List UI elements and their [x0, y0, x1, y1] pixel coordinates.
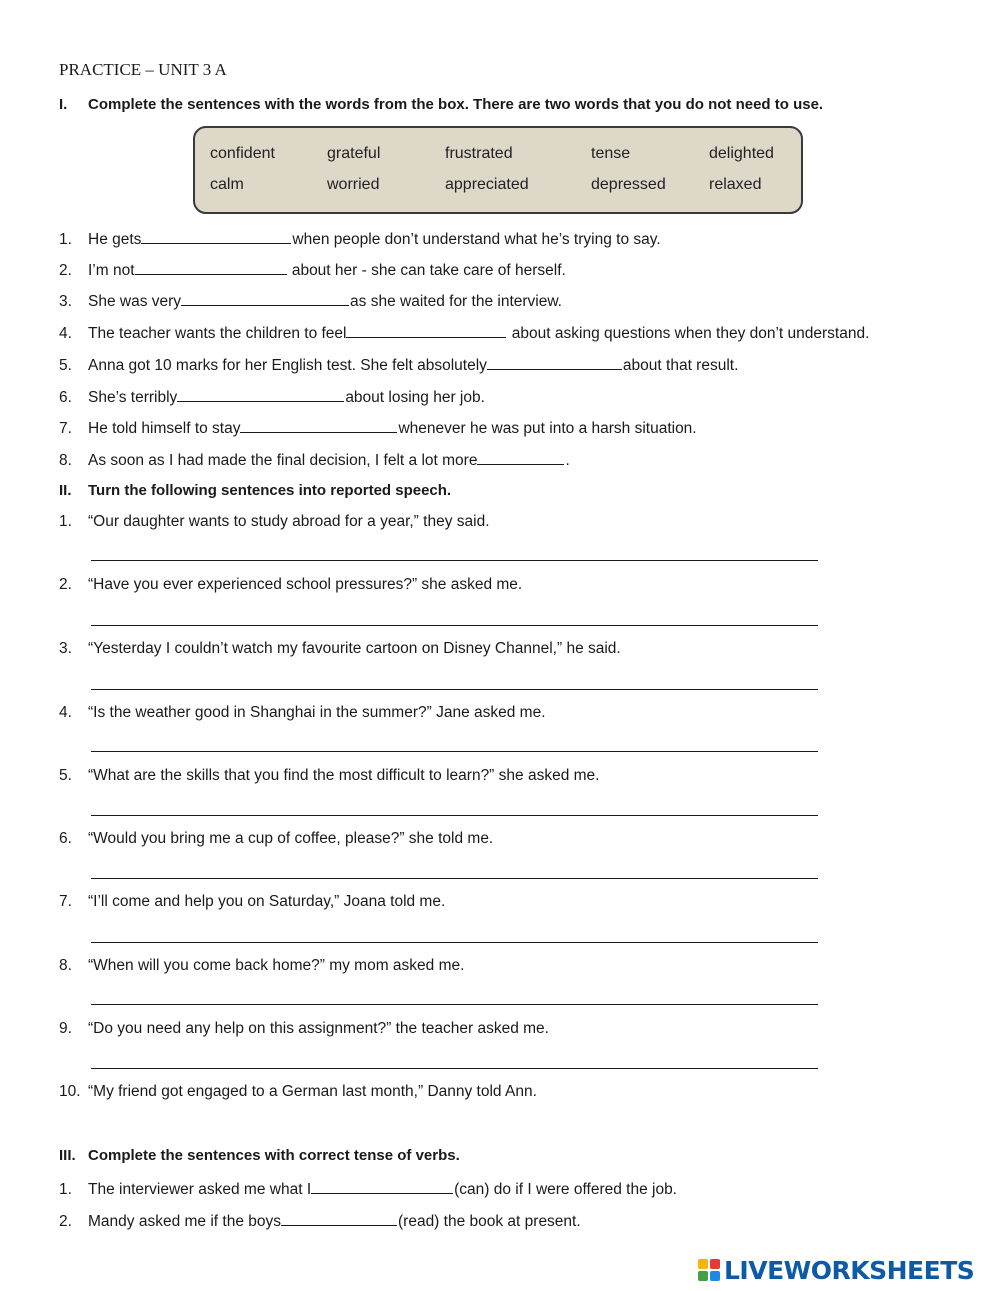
answer-blank[interactable]: [141, 229, 291, 244]
question-text: when people don’t understand what he’s trying to say.: [292, 231, 661, 248]
section-3-roman: III.: [59, 1147, 76, 1164]
s1-question-8: [59, 450, 570, 470]
question-text: “I’ll come and help you on Saturday,” Joana told me.: [88, 893, 446, 910]
logo-block: [698, 1259, 708, 1269]
s1-question-2: [59, 260, 566, 280]
answer-blank[interactable]: [487, 355, 622, 370]
word-box-item: depressed: [591, 176, 666, 193]
word-box-item: frustrated: [445, 145, 513, 162]
answer-line[interactable]: [91, 689, 818, 690]
answer-line[interactable]: [91, 625, 818, 626]
s1-question-7: [59, 418, 697, 438]
question-number: 8.: [59, 957, 72, 974]
word-box-item: delighted: [709, 145, 774, 162]
question-text: “My friend got engaged to a German last month,” Danny told Ann.: [88, 1083, 537, 1100]
question-text: “Yesterday I couldn’t watch my favourite cartoon on Disney Channel,” he said.: [88, 640, 621, 657]
question-number: 2.: [59, 1213, 72, 1230]
question-number: 10.: [59, 1083, 81, 1100]
word-box: [193, 126, 803, 214]
question-text: As soon as I had made the final decision, I felt a lot more: [88, 452, 478, 469]
question-text: about losing her job.: [345, 389, 485, 406]
question-text: about that result.: [622, 357, 739, 374]
answer-line[interactable]: [91, 1004, 818, 1005]
s1-question-6: [59, 387, 485, 407]
question-number: 7.: [59, 893, 72, 910]
question-text: “Is the weather good in Shanghai in the summer?” Jane asked me.: [88, 704, 546, 721]
logo-block: [710, 1259, 720, 1269]
question-text: (can) do if I were offered the job.: [454, 1181, 677, 1198]
word-box-item: calm: [210, 176, 244, 193]
s2-question-4: [59, 704, 546, 722]
answer-blank[interactable]: [240, 418, 397, 433]
question-number: 3.: [59, 293, 72, 310]
word-box-item: grateful: [327, 145, 381, 162]
section-2-instruction: Turn the following sentences into reported speech.: [88, 482, 452, 499]
question-text: He gets: [88, 231, 142, 248]
question-text: He told himself to stay: [88, 420, 241, 437]
answer-line[interactable]: [91, 815, 818, 816]
question-number: 8.: [59, 452, 72, 469]
question-text: Anna got 10 marks for her English test. She felt absolutely: [88, 357, 487, 374]
question-text: “Have you ever experienced school pressures?” she asked me.: [88, 576, 523, 593]
question-text: as she waited for the interview.: [350, 293, 562, 310]
question-text: whenever he was put into a harsh situation.: [398, 420, 697, 437]
question-number: 1.: [59, 1181, 72, 1198]
logo-blocks-icon: [698, 1259, 720, 1281]
s2-question-8: [59, 957, 464, 975]
question-text: “Our daughter wants to study abroad for a year,” they said.: [88, 513, 490, 530]
question-text: .: [565, 452, 570, 469]
section-3-heading: [59, 1147, 460, 1164]
s2-question-5: [59, 767, 599, 785]
word-box-item: worried: [327, 176, 380, 193]
answer-blank[interactable]: [135, 260, 287, 275]
question-text: She was very: [88, 293, 182, 310]
answer-blank[interactable]: [346, 323, 506, 338]
section-2-heading: [59, 482, 451, 499]
question-text: She’s terribly: [88, 389, 178, 406]
question-text: The interviewer asked me what I: [88, 1181, 312, 1198]
answer-line[interactable]: [91, 942, 818, 943]
word-box-item: appreciated: [445, 176, 529, 193]
word-box-item: relaxed: [709, 176, 762, 193]
answer-blank[interactable]: [177, 387, 344, 402]
question-number: 5.: [59, 357, 72, 374]
s3-question-2: [59, 1211, 581, 1231]
question-number: 2.: [59, 262, 72, 279]
answer-line[interactable]: [91, 751, 818, 752]
answer-line[interactable]: [91, 878, 818, 879]
question-number: 1.: [59, 231, 72, 248]
s2-question-2: [59, 576, 522, 594]
question-number: 1.: [59, 513, 72, 530]
liveworksheets-logo: [698, 1254, 974, 1286]
section-2-roman: II.: [59, 482, 72, 499]
answer-blank[interactable]: [181, 291, 349, 306]
question-number: 9.: [59, 1020, 72, 1037]
answer-blank[interactable]: [281, 1211, 397, 1226]
s3-question-1: [59, 1179, 677, 1199]
logo-block: [698, 1271, 708, 1281]
question-text: The teacher wants the children to feel: [88, 325, 347, 342]
s2-question-6: [59, 830, 493, 848]
logo-block: [710, 1271, 720, 1281]
s2-question-3: [59, 640, 621, 658]
question-text: “When will you come back home?” my mom asked me.: [88, 957, 465, 974]
question-text: “What are the skills that you find the most difficult to learn?” she asked me.: [88, 767, 600, 784]
word-box-item: tense: [591, 145, 631, 162]
section-1-instruction: Complete the sentences with the words from the box. There are two words that you do not need to use.: [88, 96, 824, 113]
question-number: 2.: [59, 576, 72, 593]
answer-blank[interactable]: [311, 1179, 453, 1194]
answer-line[interactable]: [91, 560, 818, 561]
question-text: about asking questions when they don’t understand.: [507, 325, 870, 342]
answer-blank[interactable]: [477, 450, 564, 465]
question-text: about her - she can take care of herself.: [287, 262, 566, 279]
s1-question-4: [59, 323, 869, 343]
section-1-heading: [59, 96, 823, 113]
logo-text: LIVEWORKSHEETS: [724, 1255, 975, 1285]
s2-question-7: [59, 893, 445, 911]
question-number: 6.: [59, 830, 72, 847]
section-1-roman: I.: [59, 96, 68, 113]
question-text: Mandy asked me if the boys: [88, 1213, 281, 1230]
s1-question-5: [59, 355, 738, 375]
question-text: “Do you need any help on this assignment?” the teacher asked me.: [88, 1020, 549, 1037]
s2-question-9: [59, 1020, 549, 1038]
question-number: 4.: [59, 325, 72, 342]
question-text: “Would you bring me a cup of coffee, please?” she told me.: [88, 830, 494, 847]
s1-question-3: [59, 291, 562, 311]
question-number: 4.: [59, 704, 72, 721]
section-3-instruction: Complete the sentences with correct tense of verbs.: [88, 1147, 460, 1164]
question-text: I’m not: [88, 262, 135, 279]
s1-question-1: [59, 229, 661, 249]
answer-line[interactable]: [91, 1068, 818, 1069]
s2-question-10: [59, 1083, 537, 1101]
word-box-item: confident: [210, 145, 275, 162]
page-title: PRACTICE – UNIT 3 A: [59, 60, 227, 79]
question-number: 3.: [59, 640, 72, 657]
s2-question-1: [59, 513, 490, 531]
question-number: 5.: [59, 767, 72, 784]
question-text: (read) the book at present.: [398, 1213, 581, 1230]
question-number: 6.: [59, 389, 72, 406]
question-number: 7.: [59, 420, 72, 437]
